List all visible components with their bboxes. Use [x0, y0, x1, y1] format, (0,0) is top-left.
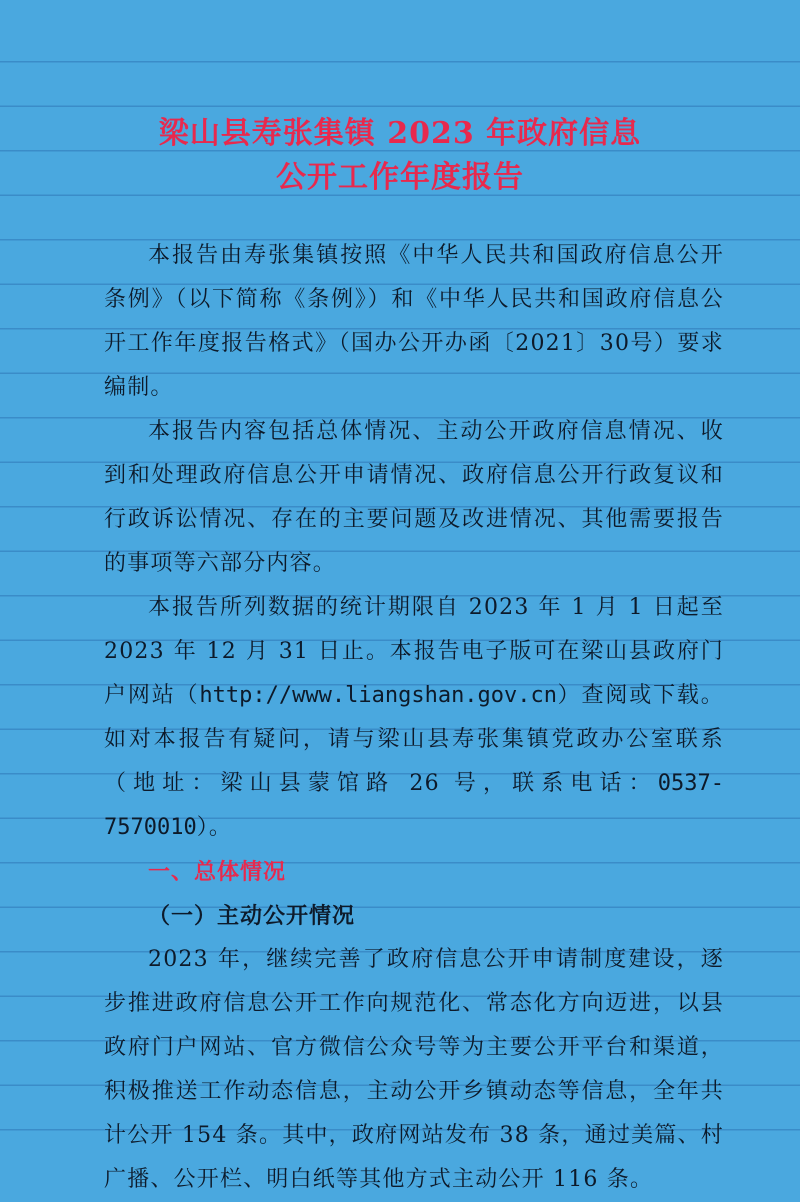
title-line-1: 梁山县寿张集镇 2023 年政府信息 — [158, 116, 642, 151]
intro-p3-part-1: 本报告所列数据的统计期限自 2023 年 1 月 1 日起至 2023 年 12 月 31 日止。本报告电子版可在梁山县政府门户网站（ — [104, 595, 724, 708]
report-body — [104, 234, 724, 1202]
report-title — [0, 112, 800, 200]
intro-p3-part-2: ）查阅或下载。如对本报告有疑问，请与梁山县寿张集镇党政办公室联系（地址：梁山县蒙馆路 26 号，联系电话： — [104, 683, 724, 796]
proactive-disclosure-paragraph: 2023 年，继续完善了政府信息公开申请制度建设，逐步推进政府信息公开工作向规范化、常态化方向迈进，以县政府门户网站、官方微信公众号等为主要公开平台和渠道，积极推送工作动态信息，主动公开乡镇动态等信息，全年共计公开 154 条。其中，政府网站发布 38 条，通过美篇、村广播、公开栏、明白纸等其他方式主动公开 116 条。 — [104, 947, 724, 1192]
intro-paragraph-3 — [104, 586, 724, 850]
subsection-heading-proactive: （一）主动公开情况 — [148, 903, 356, 929]
section-heading-overview: 一、总体情况 — [148, 859, 287, 885]
title-line-2: 公开工作年度报告 — [276, 160, 524, 195]
intro-p3-end: ）。 — [196, 815, 233, 840]
intro-paragraph-1: 本报告由寿张集镇按照《中华人民共和国政府信息公开条例》（以下简称《条例》）和《中华人民共和国政府信息公开工作年度报告格式》（国办公开办函〔2021〕30号）要求编制。 — [104, 243, 724, 400]
website-url: http://www.liangshan.gov.cn — [199, 683, 558, 708]
contact-phone: 0537-7570010 — [104, 771, 724, 840]
intro-paragraph-2: 本报告内容包括总体情况、主动公开政府信息情况、收到和处理政府信息公开申请情况、政府信息公开行政复议和行政诉讼情况、存在的主要问题及改进情况、其他需要报告的事项等六部分内容。 — [104, 419, 724, 576]
